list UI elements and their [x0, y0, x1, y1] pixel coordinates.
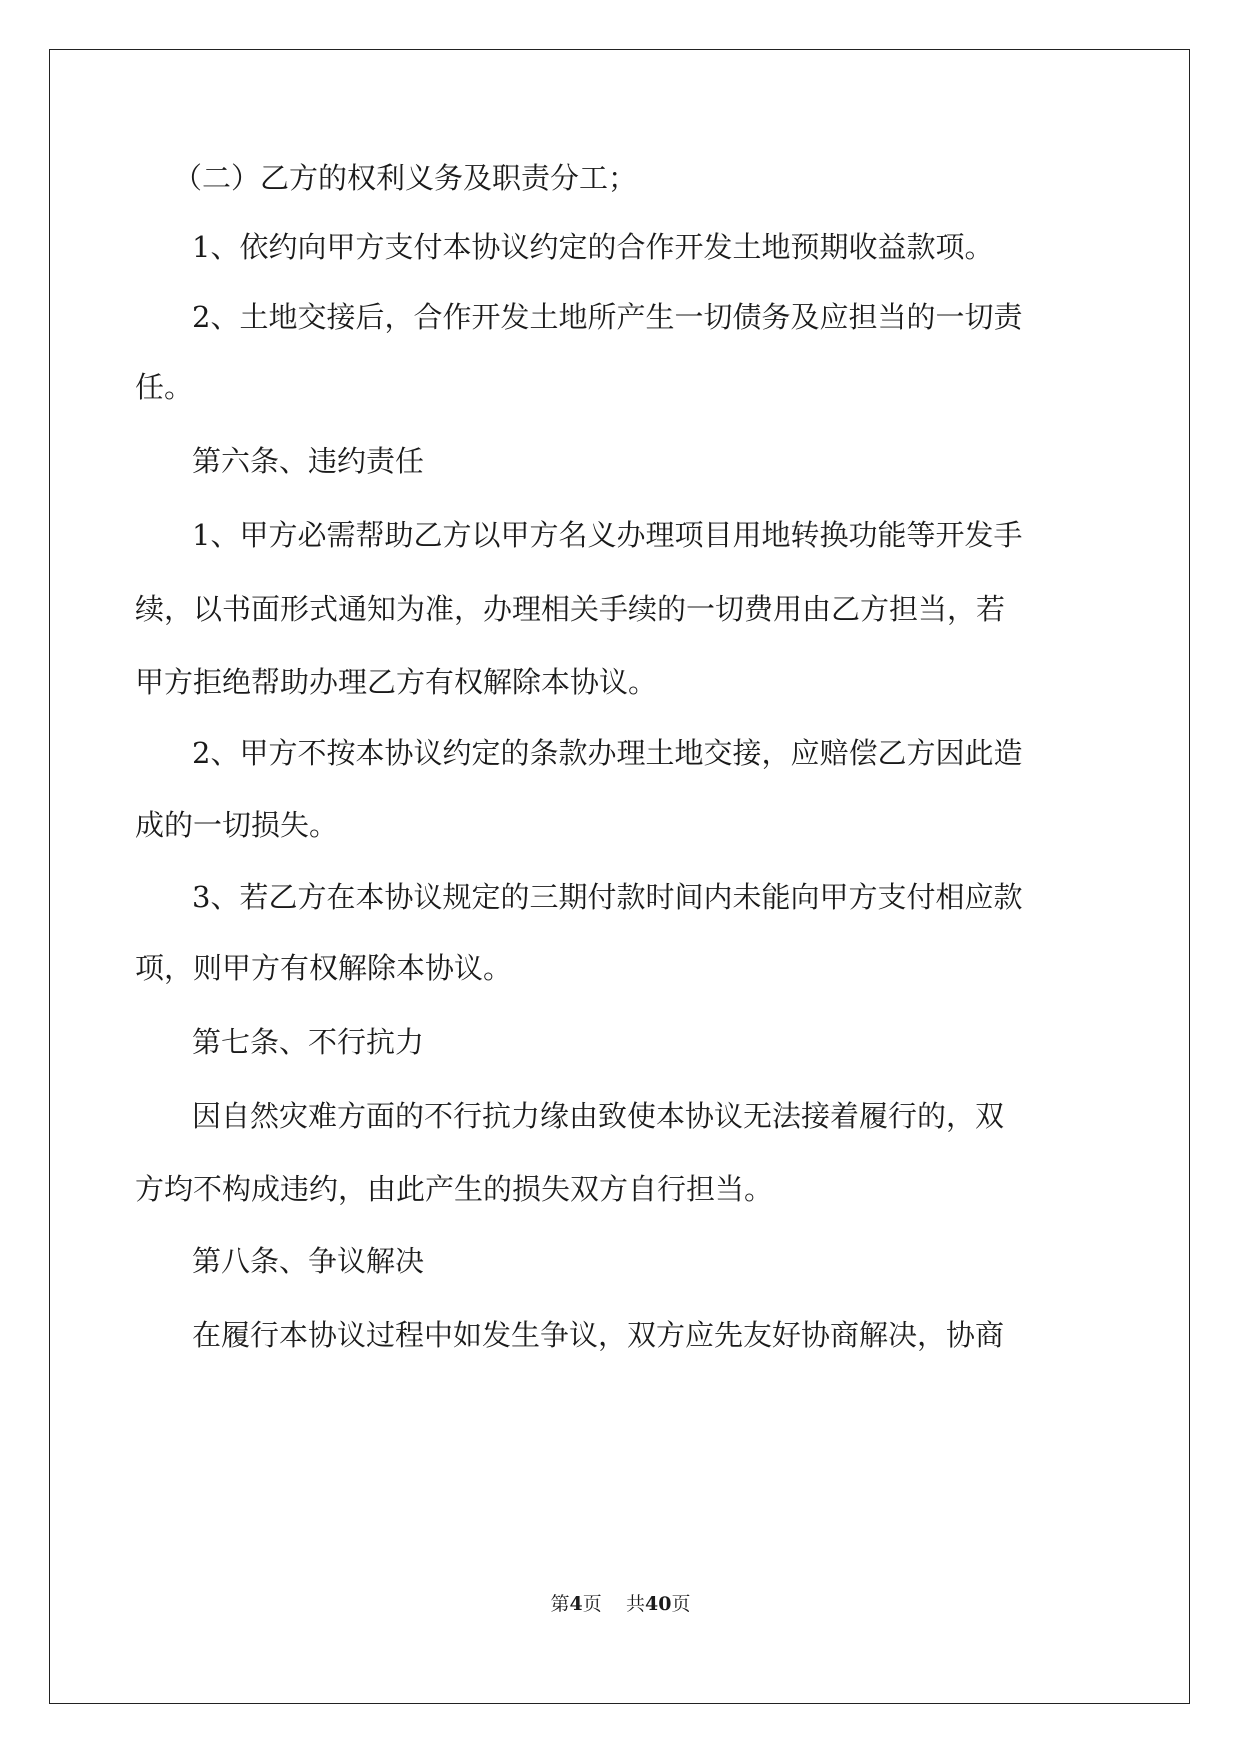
paragraph-line: 3、若乙方在本协议规定的三期付款时间内未能向甲方支付相应款: [192, 880, 1023, 914]
paragraph-line: 1、甲方必需帮助乙方以甲方名义办理项目用地转换功能等开发手: [192, 518, 1023, 552]
paragraph-line: 在履行本协议过程中如发生争议，双方应先友好协商解决，协商: [192, 1318, 1005, 1352]
section-heading-party-b-duties: （二）乙方的权利义务及职责分工；: [173, 161, 638, 195]
paragraph-line: 任。: [135, 370, 194, 404]
article-heading-7: 第七条、不行抗力: [192, 1025, 425, 1059]
paragraph-line: 项，则甲方有权解除本协议。: [135, 951, 513, 985]
paragraph-line: 续，以书面形式通知为准，办理相关手续的一切费用由乙方担当，若: [135, 592, 1006, 626]
paragraph-line: 2、土地交接后，合作开发土地所产生一切债务及应担当的一切责: [192, 300, 1023, 334]
footer-total-prefix: 共: [625, 1593, 645, 1615]
paragraph-line: 1、依约向甲方支付本协议约定的合作开发土地预期收益款项。: [192, 230, 994, 264]
paragraph-line: 成的一切损失。: [135, 808, 339, 842]
total-pages-number: 40: [644, 1593, 672, 1615]
footer-page-suffix: 页: [582, 1593, 602, 1615]
paragraph-line: 2、甲方不按本协议约定的条款办理土地交接，应赔偿乙方因此造: [192, 736, 1023, 770]
footer-total-suffix: 页: [671, 1593, 691, 1615]
page-footer: [0, 1591, 1241, 1617]
article-heading-6: 第六条、违约责任: [192, 444, 425, 478]
paragraph-line: 甲方拒绝帮助办理乙方有权解除本协议。: [135, 665, 658, 699]
footer-prefix: 第: [550, 1593, 570, 1615]
paragraph-line: 因自然灾难方面的不行抗力缘由致使本协议无法接着履行的，双: [192, 1099, 1005, 1133]
current-page-number: 4: [569, 1593, 583, 1615]
article-heading-8: 第八条、争议解决: [192, 1244, 425, 1278]
paragraph-line: 方均不构成违约，由此产生的损失双方自行担当。: [135, 1172, 774, 1206]
